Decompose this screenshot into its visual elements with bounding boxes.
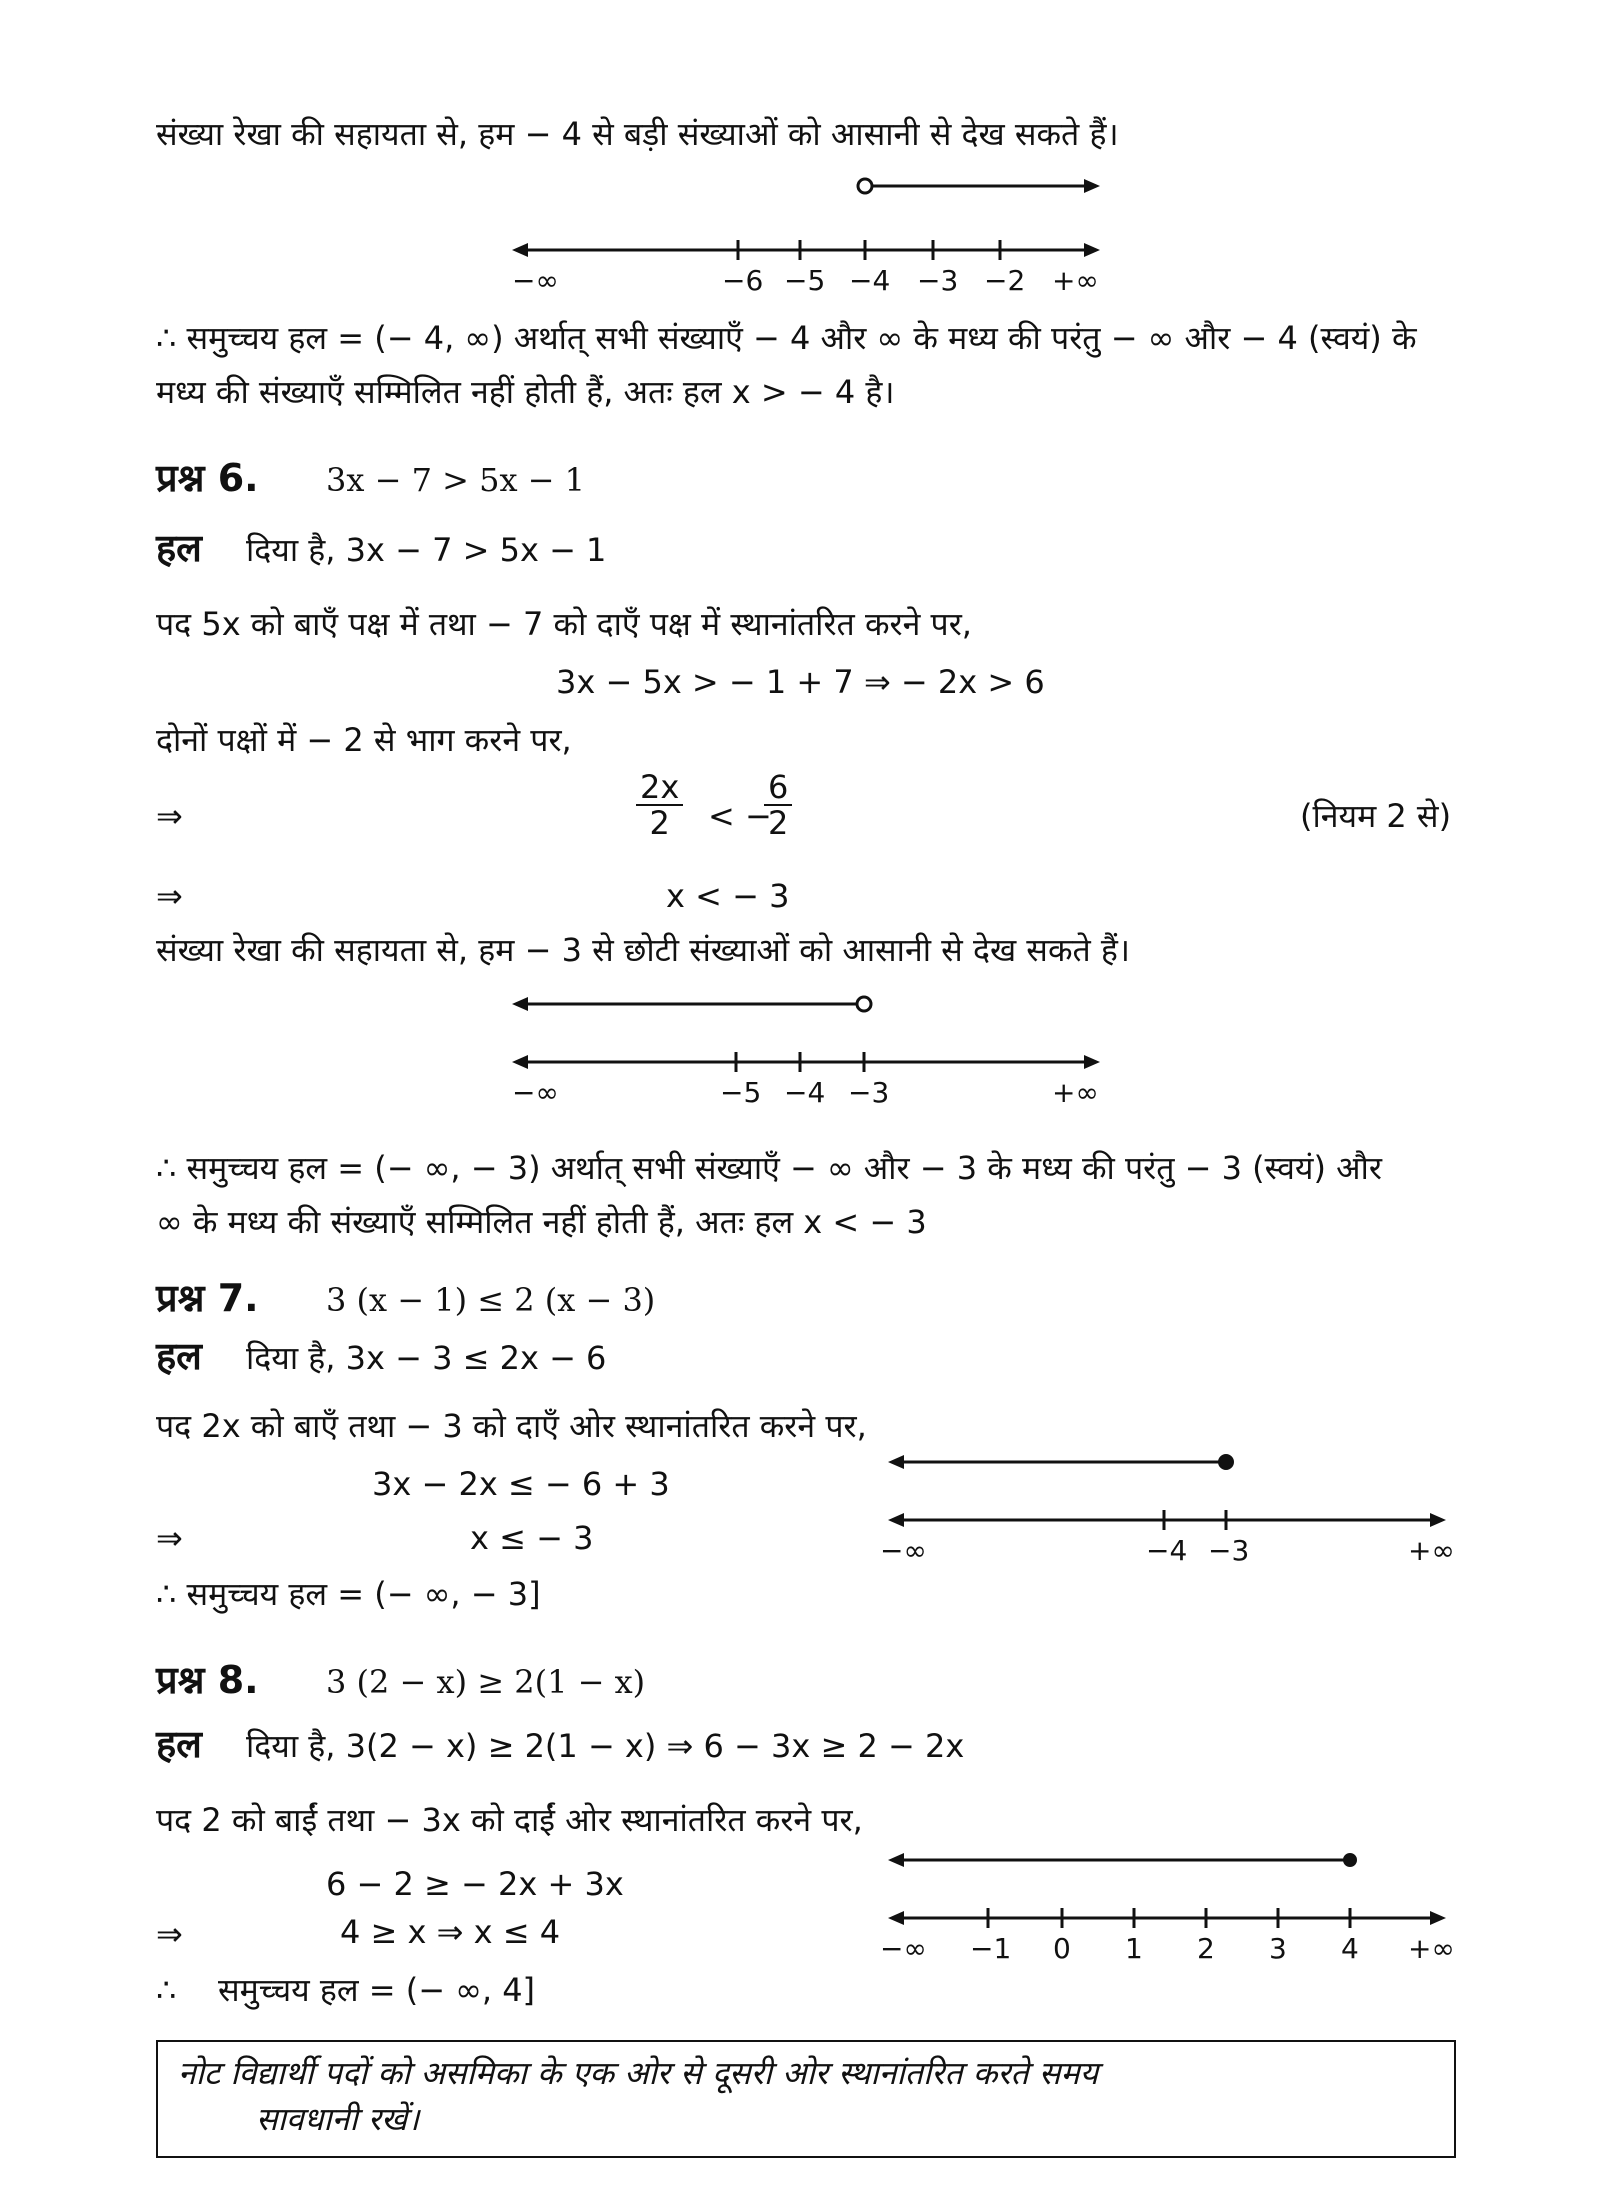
tick-label: −∞ xyxy=(880,1932,927,1965)
q7-label: प्रश्न 7. xyxy=(156,1276,259,1320)
right-arrow xyxy=(1430,1513,1446,1527)
closed-endpoint xyxy=(1344,1854,1356,1866)
intro-line: संख्या रेखा की सहायता से, हम − 4 से बड़ी संख्याओं को आसानी से देख सकते हैं। xyxy=(156,115,1119,153)
denominator: 2 xyxy=(768,804,789,842)
tick-label: −∞ xyxy=(512,264,559,297)
q8-result: 4 ≥ x ⇒ x ≤ 4 xyxy=(340,1913,561,1951)
q7-hal: हल xyxy=(156,1334,202,1378)
numerator: 6 xyxy=(764,770,792,806)
right-arrow xyxy=(1084,243,1100,257)
left-arrow xyxy=(888,1513,904,1527)
intro-conclusion-2: मध्य की संख्याएँ सम्मिलित नहीं होती हैं, अतः हल x > − 4 है। xyxy=(156,373,895,411)
tick-label: −3 xyxy=(917,264,959,297)
q6-label: प्रश्न 6. xyxy=(156,456,259,500)
tick-label: −5 xyxy=(784,264,826,297)
tick-label: 4 xyxy=(1341,1932,1359,1965)
denominator: 2 xyxy=(649,804,670,842)
solution-ray xyxy=(888,1853,1356,1867)
tick-label: −4 xyxy=(784,1076,826,1109)
numerator: 2x xyxy=(636,770,683,806)
tick-label: −2 xyxy=(984,264,1026,297)
number-line-q7 xyxy=(876,1448,1476,1578)
tick-label: 3 xyxy=(1269,1932,1287,1965)
q7-result: x ≤ − 3 xyxy=(470,1519,594,1557)
q6-hal: हल xyxy=(156,526,202,570)
q6-fraction-left xyxy=(636,770,683,840)
q8-given: दिया है, 3(2 − x) ≥ 2(1 − x) ⇒ 6 − 3x ≥ 2 − 2x xyxy=(246,1727,965,1765)
closed-endpoint xyxy=(1219,1455,1233,1469)
q6-result: x < − 3 xyxy=(666,877,790,915)
implies-symbol: ⇒ xyxy=(156,1519,183,1557)
tick-label: −4 xyxy=(849,264,891,297)
q6-step1: पद 5x को बाएँ पक्ष में तथा − 7 को दाएँ पक्ष में स्थानांतरित करने पर, xyxy=(156,605,972,643)
q7-eq1: 3x − 2x ≤ − 6 + 3 xyxy=(372,1465,670,1503)
number-line-q6 xyxy=(500,990,1120,1120)
left-arrow xyxy=(512,1055,528,1069)
q7-step1: पद 2x को बाएँ तथा − 3 को दाएँ ओर स्थानांतरित करने पर, xyxy=(156,1407,867,1445)
solution-ray xyxy=(512,997,871,1011)
tick-label: −∞ xyxy=(512,1076,559,1109)
tick-label: 0 xyxy=(1053,1932,1071,1965)
implies-symbol: ⇒ xyxy=(156,1915,183,1953)
tick-label: −3 xyxy=(1208,1534,1250,1567)
q6-step2: दोनों पक्षों में − 2 से भाग करने पर, xyxy=(156,721,572,759)
q6-question: 3x − 7 > 5x − 1 xyxy=(326,461,585,499)
tick-label: 2 xyxy=(1197,1932,1215,1965)
q6-conclusion-1: ∴ समुच्चय हल = (− ∞, − 3) अर्थात् सभी संख्याएँ − ∞ और − 3 के मध्य की परंतु − 3 (स्वयं) और xyxy=(156,1149,1382,1187)
q6-less-than: < − xyxy=(708,797,772,835)
tick-label: −∞ xyxy=(880,1534,927,1567)
q7-solution: ∴ समुच्चय हल = (− ∞, − 3] xyxy=(156,1575,541,1613)
number-line-intro xyxy=(500,170,1120,310)
implies-symbol: ⇒ xyxy=(156,797,183,835)
note-text: नोट विद्यार्थी पदों को असमिका के एक ओर से दूसरी ओर स्थानांतरित करते समय xyxy=(178,2054,1099,2092)
tick-label: +∞ xyxy=(1052,1076,1099,1109)
therefore-symbol: ∴ xyxy=(156,1971,177,2009)
q6-given: दिया है, 3x − 7 > 5x − 1 xyxy=(246,531,607,569)
right-arrow xyxy=(1084,1055,1100,1069)
solution-ray xyxy=(858,179,1100,193)
tick-label: 1 xyxy=(1125,1932,1143,1965)
q8-hal: हल xyxy=(156,1722,202,1766)
q8-label: प्रश्न 8. xyxy=(156,1658,259,1702)
q6-fraction-right xyxy=(764,770,792,840)
q7-given: दिया है, 3x − 3 ≤ 2x − 6 xyxy=(246,1339,607,1377)
implies-symbol: ⇒ xyxy=(156,877,183,915)
tick-label: +∞ xyxy=(1408,1534,1455,1567)
q8-question: 3 (2 − x) ≥ 2(1 − x) xyxy=(326,1663,646,1701)
tick-label: −4 xyxy=(1146,1534,1188,1567)
q6-line: संख्या रेखा की सहायता से, हम − 3 से छोटी संख्याओं को आसानी से देख सकते हैं। xyxy=(156,931,1131,969)
open-endpoint xyxy=(857,997,871,1011)
tick-label: −5 xyxy=(720,1076,762,1109)
left-arrow xyxy=(888,1911,904,1925)
q6-eq1: 3x − 5x > − 1 + 7 ⇒ − 2x > 6 xyxy=(556,663,1045,701)
intro-conclusion-1: ∴ समुच्चय हल = (− 4, ∞) अर्थात् सभी संख्याएँ − 4 और ∞ के मध्य की परंतु − ∞ और − 4 (स्वयं) के xyxy=(156,319,1417,357)
q8-solution: समुच्चय हल = (− ∞, 4] xyxy=(218,1971,536,2009)
left-arrow xyxy=(512,243,528,257)
note-box xyxy=(156,2040,1456,2158)
q8-eq1: 6 − 2 ≥ − 2x + 3x xyxy=(326,1865,624,1903)
open-endpoint xyxy=(858,179,872,193)
solution-ray xyxy=(888,1455,1233,1469)
tick-label: +∞ xyxy=(1408,1932,1455,1965)
tick-label: −1 xyxy=(970,1932,1012,1965)
q8-step1: पद 2 को बाईं तथा − 3x को दाईं ओर स्थानांतरित करने पर, xyxy=(156,1801,863,1839)
tick-label: −6 xyxy=(722,264,764,297)
q6-conclusion-2: ∞ के मध्य की संख्याएँ सम्मिलित नहीं होती हैं, अतः हल x < − 3 xyxy=(156,1203,927,1241)
number-line-q8 xyxy=(876,1846,1476,1976)
tick-label: +∞ xyxy=(1052,264,1099,297)
note-text-continued: सावधानी रखें। xyxy=(256,2100,420,2138)
q6-rule-note: (नियम 2 से) xyxy=(1300,797,1452,835)
tick-label: −3 xyxy=(848,1076,890,1109)
right-arrow xyxy=(1430,1911,1446,1925)
q7-question: 3 (x − 1) ≤ 2 (x − 3) xyxy=(326,1281,656,1319)
